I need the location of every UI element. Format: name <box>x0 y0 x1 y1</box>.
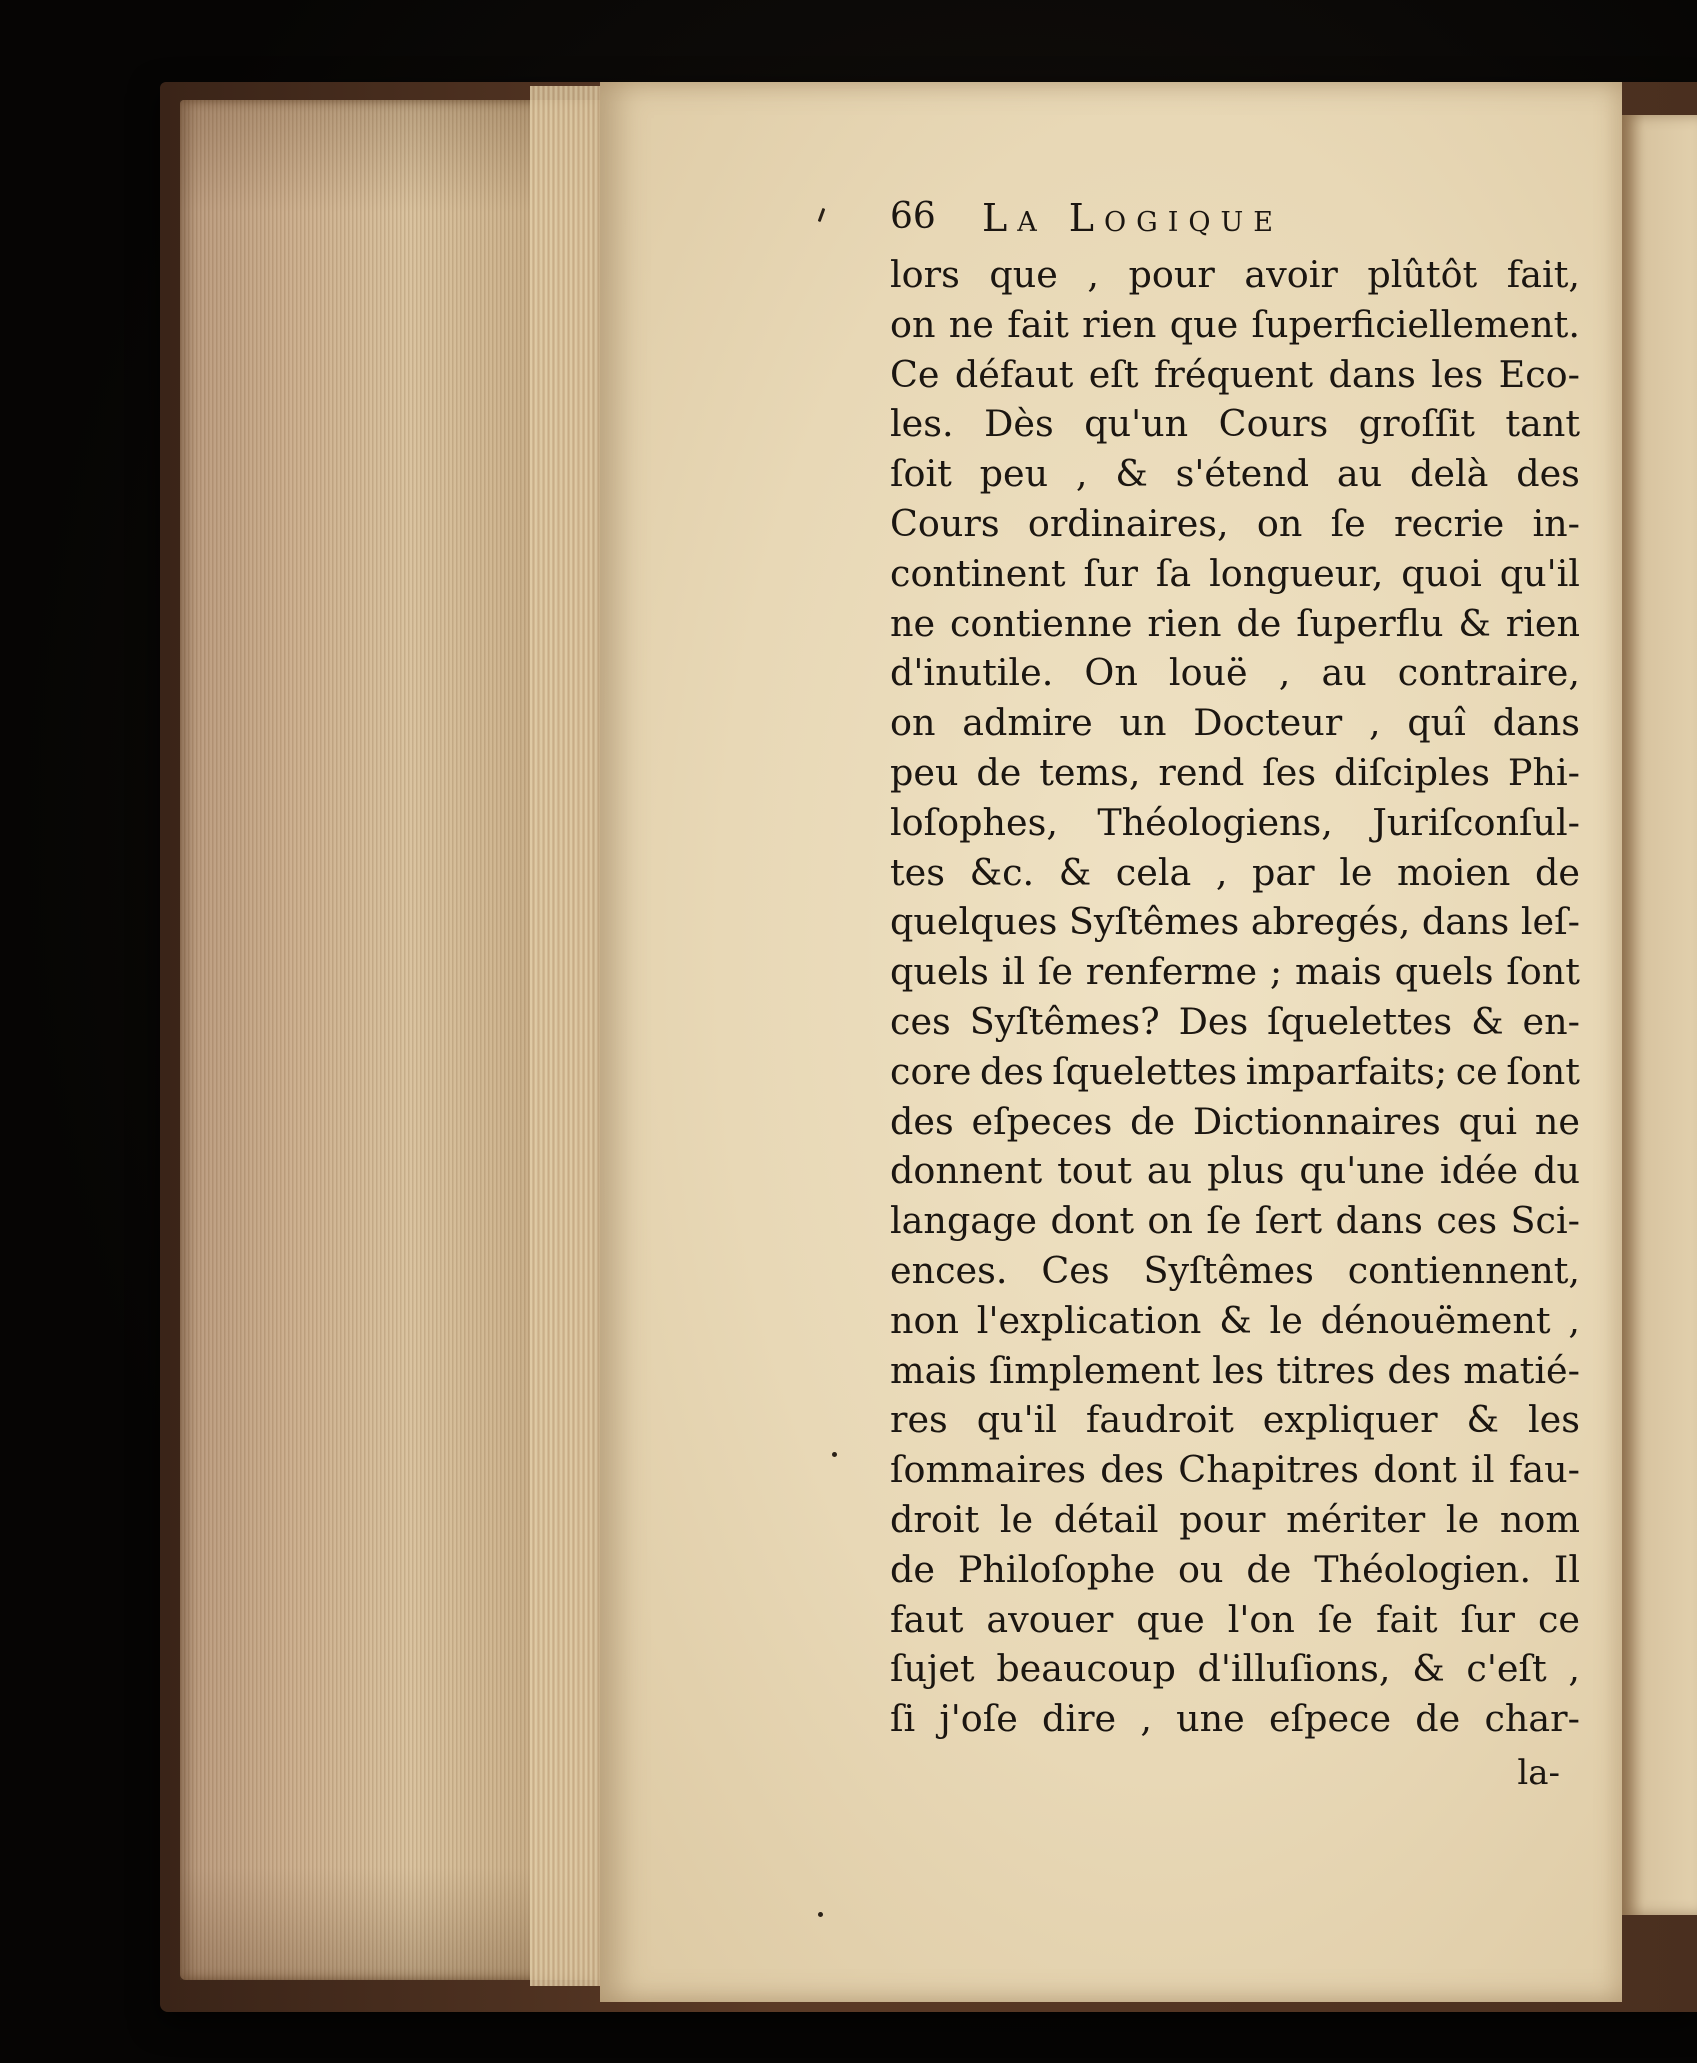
word: défaut <box>954 352 1074 396</box>
word: rien <box>1147 601 1222 645</box>
word: des <box>890 1099 954 1143</box>
word: des <box>1387 1348 1452 1392</box>
word: Philoſophe <box>957 1547 1156 1591</box>
word: matié- <box>1463 1348 1580 1392</box>
word: delà <box>1410 452 1489 496</box>
word: pour <box>1128 253 1215 296</box>
word: on <box>890 701 936 745</box>
word: avoir <box>1244 253 1338 296</box>
word: Docteur <box>1193 701 1343 745</box>
text-line <box>890 1047 1580 1097</box>
word: ſe <box>1206 1199 1242 1243</box>
word: & <box>1058 850 1092 894</box>
word: tout <box>1057 1149 1132 1193</box>
word: rien <box>1505 601 1580 645</box>
word: droit <box>890 1497 980 1541</box>
word: ſe <box>1317 1597 1353 1641</box>
word: ces <box>1436 1199 1498 1243</box>
word: core <box>890 1049 972 1093</box>
word: fréquent <box>1153 352 1314 396</box>
page-number: 66 <box>890 196 936 237</box>
word: & <box>1115 452 1148 496</box>
word: , <box>1568 1647 1580 1691</box>
word: un <box>1119 701 1167 745</box>
word: faudroit <box>1085 1398 1234 1442</box>
word: tant <box>1505 402 1580 446</box>
word: avouer <box>986 1597 1114 1641</box>
word: ſur <box>1083 551 1138 595</box>
text-line <box>890 1495 1580 1545</box>
word: contienne <box>949 601 1133 645</box>
word: Syſtêmes <box>1143 1248 1314 1292</box>
word: contraire, <box>1397 651 1580 695</box>
word: loſophes, <box>890 800 1058 844</box>
word: ſe <box>1330 501 1366 545</box>
word: les <box>1527 1398 1580 1442</box>
word: ; <box>1269 950 1283 994</box>
text-line <box>890 648 1580 698</box>
word: imparfaits; <box>1245 1049 1448 1093</box>
word: fait, <box>1506 253 1580 296</box>
word: on <box>1256 501 1303 545</box>
text-line <box>890 1595 1580 1645</box>
word: Ces <box>1041 1248 1110 1292</box>
word: qu'un <box>1084 402 1189 446</box>
word: le <box>1445 1497 1480 1541</box>
text-line <box>890 698 1580 748</box>
word: une <box>1176 1697 1245 1741</box>
word: & <box>1471 999 1504 1043</box>
word: &c. <box>969 850 1035 894</box>
word: quî <box>1407 701 1466 745</box>
text-line <box>890 449 1580 499</box>
word: en- <box>1522 999 1580 1043</box>
word: Phi- <box>1507 750 1580 794</box>
word: , <box>1087 253 1099 296</box>
running-title: La Logique <box>982 196 1284 240</box>
word: Chapitres <box>1178 1448 1359 1492</box>
word: du <box>1533 1149 1580 1193</box>
word: nom <box>1499 1497 1580 1541</box>
text-line <box>890 300 1580 350</box>
word: renferme <box>1085 950 1258 994</box>
word: Cours <box>890 501 1000 545</box>
word: ſur <box>1460 1597 1515 1641</box>
word: qu'il <box>1499 551 1580 595</box>
text-line <box>890 798 1580 848</box>
word: louë <box>1168 651 1248 695</box>
word: mais <box>1295 950 1382 994</box>
word: de <box>890 1547 935 1591</box>
text-line <box>890 499 1580 549</box>
word: rend <box>1158 750 1245 794</box>
word: pour <box>1179 1497 1266 1541</box>
word: Juriſconſul- <box>1372 800 1580 844</box>
text-line <box>890 1644 1580 1694</box>
word: qui <box>1458 1099 1518 1143</box>
word: moien <box>1397 850 1511 894</box>
word: & <box>1466 1398 1500 1442</box>
word: on <box>890 302 936 346</box>
word: Syſtêmes <box>1068 900 1240 944</box>
body-text <box>890 250 1580 1744</box>
text-line <box>890 1246 1580 1296</box>
word: les <box>1212 1348 1265 1392</box>
text-line <box>890 1146 1580 1196</box>
word: dans <box>1421 900 1510 944</box>
word: mais <box>890 1348 977 1392</box>
word: que <box>1136 1597 1205 1641</box>
word: ſuperflu <box>1296 601 1444 645</box>
text-line <box>890 1296 1580 1346</box>
word: , <box>1368 701 1381 745</box>
text-line <box>890 1097 1580 1147</box>
text-line <box>890 549 1580 599</box>
catchword: la- <box>1517 1752 1560 1793</box>
word: ou <box>1178 1547 1224 1591</box>
word: plûtôt <box>1367 253 1478 296</box>
word: ſimplement <box>989 1348 1200 1392</box>
word: il <box>1001 950 1026 994</box>
word: lors <box>890 253 960 296</box>
text-line <box>890 897 1580 947</box>
word: Il <box>1553 1547 1580 1591</box>
word: de <box>1246 1547 1292 1591</box>
word: langage <box>890 1199 1038 1243</box>
word: idée <box>1439 1149 1519 1193</box>
word: qu'une <box>1299 1149 1425 1193</box>
ink-speck <box>818 208 826 222</box>
word: ſont <box>1506 1049 1580 1093</box>
word: longueur, <box>1209 551 1384 595</box>
word: ſe <box>1037 950 1073 994</box>
word: , <box>1568 1298 1580 1342</box>
word: l'explication <box>976 1298 1202 1342</box>
word: Théologien. <box>1314 1547 1532 1591</box>
word: Dès <box>984 402 1054 446</box>
word: faut <box>890 1597 964 1641</box>
word: les <box>1431 352 1484 396</box>
text-column <box>890 196 1580 1798</box>
word: continent <box>890 551 1066 595</box>
word: d'illuſions, <box>1197 1647 1391 1691</box>
word: dans <box>1335 1199 1423 1243</box>
word: ſquelettes <box>1052 1049 1238 1093</box>
word: ordinaires, <box>1027 501 1229 545</box>
word: de <box>976 750 1022 794</box>
word: détail <box>1053 1497 1159 1541</box>
word: Dictionnaires <box>1192 1099 1441 1143</box>
word: c'eſt <box>1466 1647 1547 1691</box>
word: ſa <box>1155 551 1192 595</box>
word: , <box>1215 850 1228 894</box>
word: les. <box>890 402 954 446</box>
word: ſes <box>1262 750 1317 794</box>
word: contiennent, <box>1347 1248 1580 1292</box>
word: ſommaires <box>890 1448 1086 1492</box>
text-line <box>890 599 1580 649</box>
word: ſuperficiellement. <box>1251 302 1580 346</box>
word: eſpece <box>1268 1697 1392 1741</box>
word: recrie <box>1394 501 1505 545</box>
word: eſt <box>1088 352 1139 396</box>
word: in- <box>1532 501 1580 545</box>
text-line <box>890 250 1580 300</box>
word: eſpeces <box>971 1099 1113 1143</box>
word: Théologiens, <box>1097 800 1333 844</box>
word: On <box>1084 651 1138 695</box>
word: ne <box>948 302 994 346</box>
text-line <box>890 399 1580 449</box>
word: & <box>1219 1298 1252 1342</box>
word: diſciples <box>1333 750 1491 794</box>
word: Sci- <box>1510 1199 1580 1243</box>
word: Des <box>1178 999 1249 1043</box>
word: il <box>1471 1448 1495 1492</box>
word: dénouëment <box>1320 1298 1551 1342</box>
word: le <box>999 1497 1034 1541</box>
word: beaucoup <box>996 1647 1176 1691</box>
word: dans <box>1492 701 1580 745</box>
word: ences. <box>890 1248 1008 1292</box>
word: & <box>1412 1647 1445 1691</box>
word: dire <box>1042 1697 1117 1741</box>
word: titres <box>1276 1348 1376 1392</box>
word: Eco- <box>1498 352 1580 396</box>
word: tems, <box>1039 750 1141 794</box>
word: ne <box>1534 1099 1580 1143</box>
word: ſi <box>890 1697 916 1741</box>
page-gutter-edge <box>530 86 602 1986</box>
word: quelques <box>890 900 1058 944</box>
word: fait <box>1007 302 1069 346</box>
word: d'inutile. <box>890 651 1054 695</box>
text-line <box>890 1395 1580 1445</box>
word: Syſtêmes? <box>969 999 1160 1043</box>
text-line <box>890 848 1580 898</box>
text-line <box>890 947 1580 997</box>
word: fait <box>1375 1597 1438 1641</box>
word: des <box>1100 1448 1164 1492</box>
running-head <box>890 196 1580 248</box>
word: non <box>890 1298 959 1342</box>
word: ne <box>890 601 936 645</box>
word: ſquelettes <box>1267 999 1453 1043</box>
word: le <box>1269 1298 1303 1342</box>
word: on <box>1147 1199 1193 1243</box>
word: fau- <box>1508 1448 1580 1492</box>
word: peu <box>979 452 1049 496</box>
word: au <box>1321 651 1367 695</box>
word: dans <box>1328 352 1416 396</box>
word: au <box>1336 452 1383 496</box>
word: admire <box>962 701 1093 745</box>
text-line <box>890 1346 1580 1396</box>
word: peu <box>890 750 959 794</box>
word: au <box>1146 1149 1193 1193</box>
word: donnent <box>890 1149 1043 1193</box>
word: , <box>1278 651 1291 695</box>
text-line <box>890 1545 1580 1595</box>
word: res <box>890 1398 948 1442</box>
word: tes <box>890 850 945 894</box>
word: ſoit <box>890 452 952 496</box>
word: Cours <box>1218 402 1329 446</box>
word: & <box>1458 601 1491 645</box>
word: que <box>989 253 1058 296</box>
word: ce <box>1455 1049 1498 1093</box>
word: l'on <box>1227 1597 1295 1641</box>
text-line <box>890 997 1580 1047</box>
text-line <box>890 748 1580 798</box>
text-line <box>890 1694 1580 1744</box>
text-line <box>890 350 1580 400</box>
word: qu'il <box>976 1398 1057 1442</box>
word: j'oſe <box>939 1697 1018 1741</box>
word: s'étend <box>1175 452 1310 496</box>
word: le <box>1339 850 1373 894</box>
word: ſujet <box>890 1647 975 1691</box>
word: ſert <box>1254 1199 1323 1243</box>
word: expliquer <box>1262 1398 1438 1442</box>
word: quoi <box>1401 551 1482 595</box>
ink-speck <box>818 1912 823 1917</box>
facing-page-edge <box>1622 115 1697 1915</box>
word: cela <box>1115 850 1192 894</box>
word: mériter <box>1286 1497 1426 1541</box>
word: char- <box>1484 1697 1580 1741</box>
word: de <box>1236 601 1282 645</box>
word: de <box>1415 1697 1461 1741</box>
word: groſſit <box>1358 402 1475 446</box>
word: Ce <box>890 352 940 396</box>
word: leſ- <box>1520 900 1580 944</box>
word: dont <box>1050 1199 1134 1243</box>
text-line <box>890 1445 1580 1495</box>
word: de <box>1535 850 1580 894</box>
word: ſont <box>1506 950 1580 994</box>
word: plus <box>1207 1149 1285 1193</box>
word: ce <box>1537 1597 1580 1641</box>
word: rien <box>1082 302 1157 346</box>
word: que <box>1169 302 1239 346</box>
text-line <box>890 1196 1580 1246</box>
word: ces <box>890 999 951 1043</box>
word: , <box>1140 1697 1152 1741</box>
word: par <box>1252 850 1315 894</box>
word: quels <box>890 950 989 994</box>
word: de <box>1130 1099 1176 1143</box>
word: , <box>1075 452 1088 496</box>
word: des <box>980 1049 1044 1093</box>
word: quels <box>1394 950 1494 994</box>
word: dont <box>1373 1448 1457 1492</box>
word: abregés, <box>1250 900 1411 944</box>
word: des <box>1516 452 1580 496</box>
ink-speck <box>832 1452 837 1457</box>
